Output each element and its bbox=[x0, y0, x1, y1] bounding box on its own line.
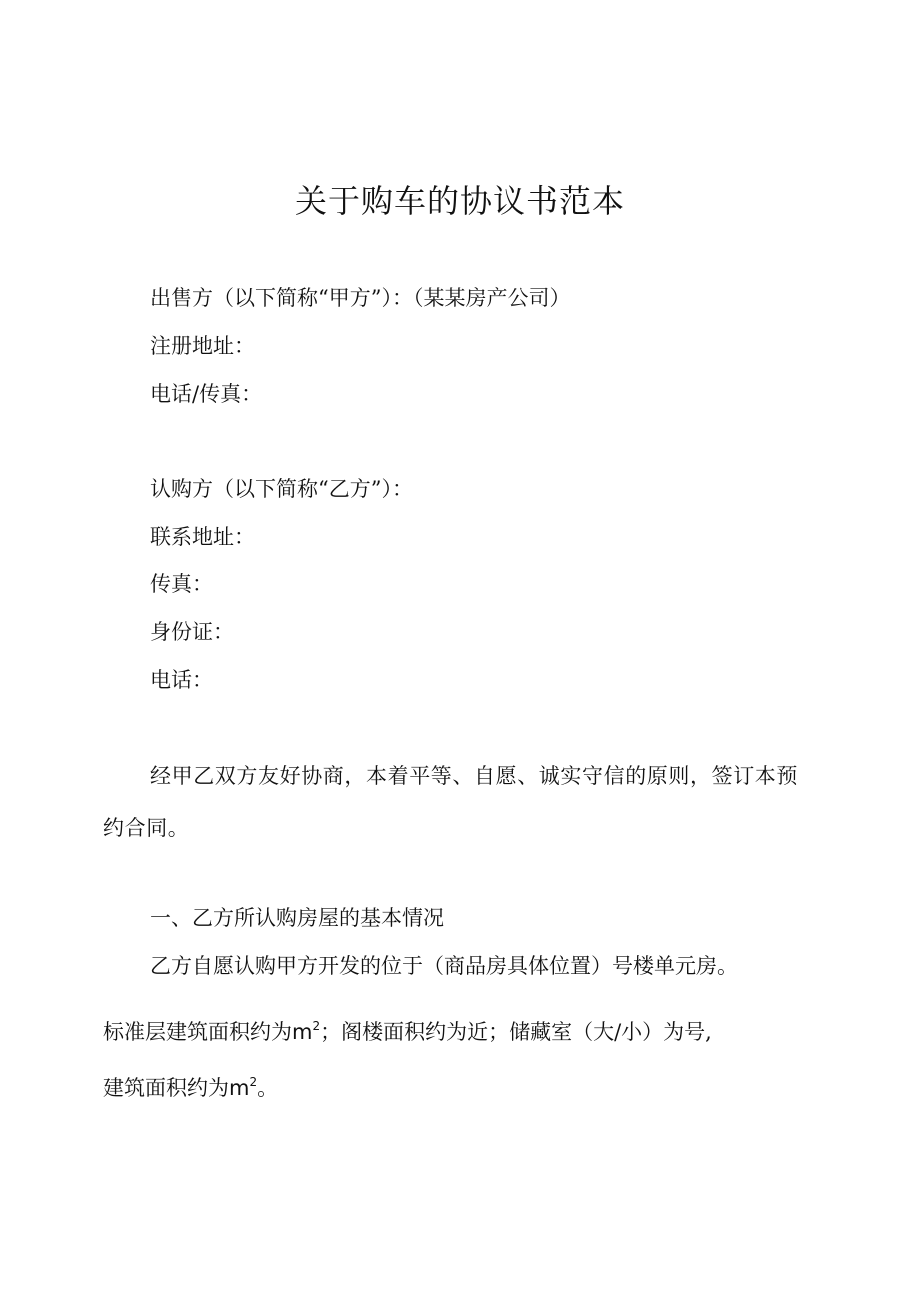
section-1-line-1: 乙方自愿认购甲方开发的位于（商品房具体位置）号楼单元房。 bbox=[150, 954, 738, 978]
seller-label: 出售方（以下简称“甲方”）：（某某房产公司） bbox=[150, 286, 571, 310]
section-1-line-3 bbox=[103, 1068, 278, 1102]
buyer-label: 认购方（以下简称“乙方”）： bbox=[150, 477, 413, 501]
line-2-unit-sup: 2 bbox=[312, 1019, 321, 1033]
seller-phone-fax-label: 电话/传真： bbox=[150, 382, 263, 406]
line-2-unit: m bbox=[292, 1020, 313, 1044]
buyer-address-label: 联系地址： bbox=[150, 525, 255, 549]
line-3-unit: m bbox=[229, 1076, 250, 1100]
buyer-fax-label: 传真： bbox=[150, 572, 213, 596]
line-2-text-post: ；阁楼面积约为近；储藏室（大/小）为号, bbox=[320, 1020, 712, 1044]
line-3-text-post: 。 bbox=[257, 1076, 279, 1100]
line-2-text-pre: 标准层建筑面积约为 bbox=[103, 1020, 292, 1044]
section-1-heading: 一、乙方所认购房屋的基本情况 bbox=[150, 906, 444, 930]
intro-paragraph: 经甲乙双方友好协商，本着平等、自愿、诚实守信的原则，签订本预约合同。 bbox=[103, 764, 798, 840]
section-1-line-2 bbox=[103, 1012, 712, 1046]
buyer-id-card-label: 身份证： bbox=[150, 620, 234, 644]
document-title: 关于购车的协议书范本 bbox=[294, 182, 625, 220]
line-3-unit-sup: 2 bbox=[249, 1075, 258, 1089]
line-3-text-pre: 建筑面积约为 bbox=[103, 1076, 229, 1100]
buyer-phone-label: 电话： bbox=[150, 668, 213, 692]
seller-address-label: 注册地址： bbox=[150, 334, 255, 358]
